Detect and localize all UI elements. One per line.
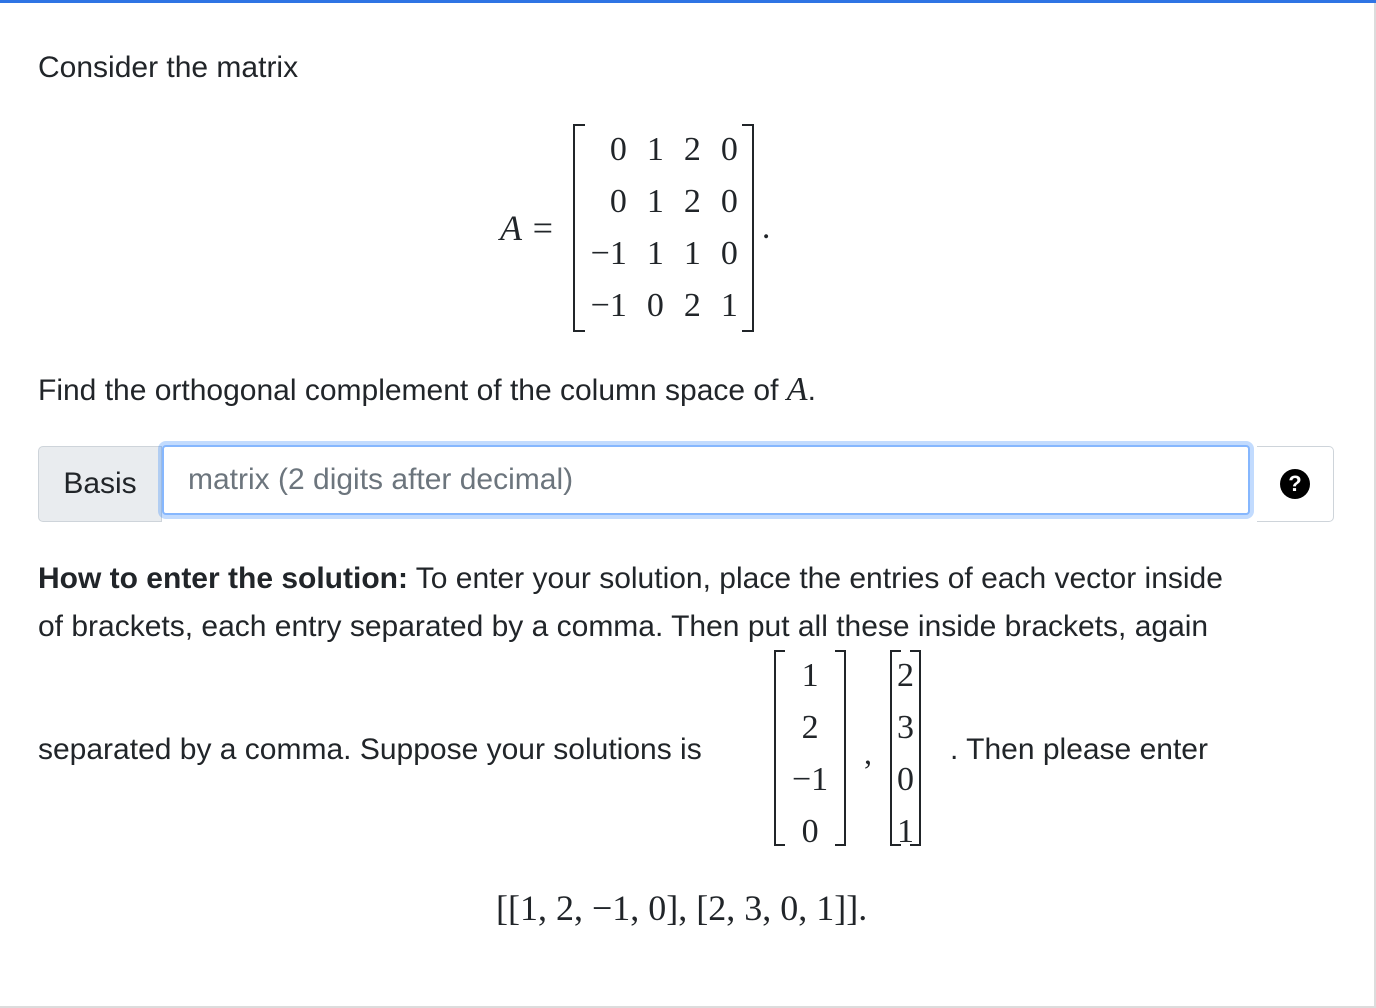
matrix-cell: 2: [683, 183, 701, 220]
question-end: .: [807, 374, 816, 407]
vector-cell: −1: [792, 761, 829, 798]
matrix-cell: 0: [609, 183, 627, 220]
matrix-a: [579, 124, 748, 332]
vector-cell: 2: [897, 657, 914, 694]
matrix-period: .: [761, 209, 771, 246]
matrix-cell: 0: [609, 131, 627, 168]
question-var: A: [786, 371, 808, 408]
answer-input-group: [38, 446, 1334, 522]
example-answer: [[1, 2, −1, 0], [2, 3, 0, 1]].: [496, 888, 868, 928]
example-vector-1: [774, 650, 846, 850]
instructions-heading: How to enter the solution:: [38, 562, 408, 595]
vector-1-table: [778, 650, 842, 858]
intro-text: Consider the matrix: [38, 51, 299, 84]
matrix-cell: 2: [683, 287, 701, 324]
matrix-row: [579, 280, 748, 332]
instructions-line-2: of brackets, each entry separated by a comma. Then put all these inside brackets, again: [38, 610, 1209, 643]
question-text: [38, 366, 816, 415]
left-bracket: [890, 650, 901, 846]
matrix-lhs-text: A =: [500, 208, 555, 248]
matrix-cell: 0: [720, 183, 738, 220]
vector-cell: 3: [897, 709, 914, 746]
left-bracket: [573, 124, 585, 332]
matrix-cell: −1: [590, 235, 627, 272]
matrix-cell: 0: [720, 131, 738, 168]
help-button[interactable]: [1257, 446, 1334, 522]
top-accent-rule: [0, 0, 1376, 3]
basis-answer-input[interactable]: [162, 445, 1250, 515]
matrix-cell: 1: [646, 235, 664, 272]
vector-cell: 1: [897, 813, 914, 850]
matrix-cell: 0: [646, 287, 664, 324]
vector-cell: 0: [897, 761, 914, 798]
question-body: Find the orthogonal complement of the column space of: [38, 374, 787, 407]
instructions-line-3-end: . Then please enter: [950, 733, 1208, 766]
vector-cell: 2: [801, 709, 819, 746]
vector-1-brackets: [774, 650, 846, 850]
instructions-line-1-text: To enter your solution, place the entries of each vector inside: [407, 562, 1223, 595]
instructions-line-1: [38, 555, 1223, 603]
answer-field-wrap: [162, 446, 1334, 522]
matrix-equation: [500, 126, 770, 330]
matrix-row: [579, 228, 748, 280]
vector-2-brackets: [890, 650, 921, 850]
vector-cell: 1: [801, 657, 819, 694]
vector-separator-comma: ,: [864, 735, 872, 771]
matrix-cell: 1: [646, 183, 664, 220]
matrix-cell: 1: [720, 287, 738, 324]
matrix-brackets: [573, 124, 754, 332]
matrix-cell: 2: [683, 131, 701, 168]
matrix-lhs: [500, 207, 555, 249]
basis-label: Basis: [38, 446, 162, 522]
matrix-row: [579, 176, 748, 228]
left-bracket: [774, 650, 785, 846]
right-bracket: [742, 124, 754, 332]
right-bracket: [835, 650, 846, 846]
instructions-line-3: separated by a comma. Suppose your solutions is: [38, 733, 702, 766]
matrix-cell: 1: [646, 131, 664, 168]
matrix-row: [579, 124, 748, 176]
matrix-cell: 1: [683, 235, 701, 272]
right-bracket: [910, 650, 921, 846]
question-circle-icon[interactable]: ?: [1280, 469, 1310, 499]
matrix-cell: 0: [720, 235, 738, 272]
matrix-cell: −1: [590, 287, 627, 324]
example-vector-2: [890, 650, 921, 850]
vector-cell: 0: [801, 813, 819, 850]
